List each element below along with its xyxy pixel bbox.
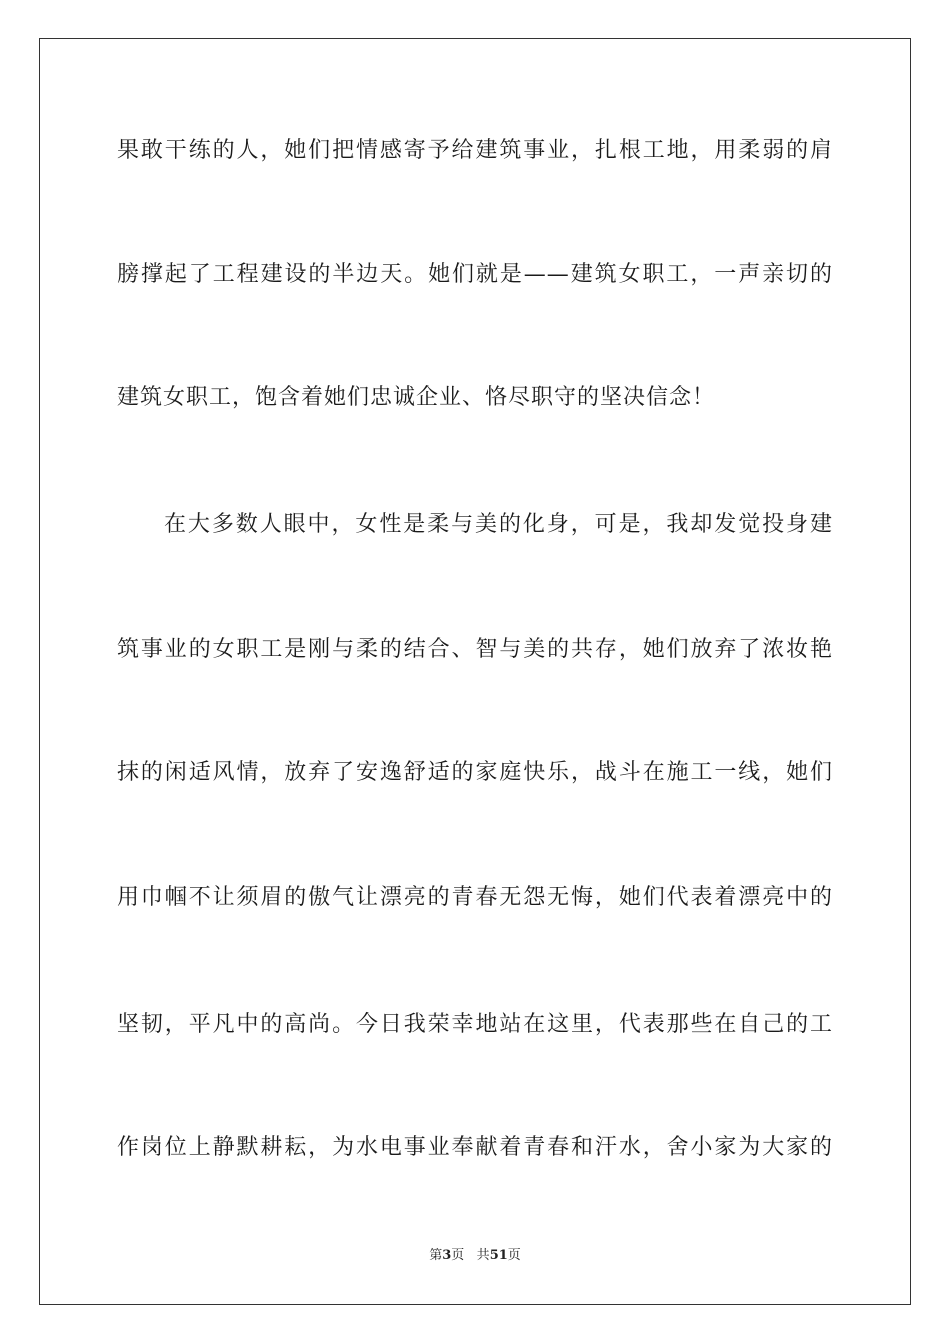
body-line-4-paragraph-start: 在大多数人眼中，女性是柔与美的化身，可是，我却发觉投身建	[164, 512, 833, 537]
page-number: 3	[442, 1248, 452, 1263]
body-line-6: 抹的闲适风情，放弃了安逸舒适的家庭快乐，战斗在施工一线，她们	[117, 760, 833, 785]
body-line-9: 作岗位上静默耕耘，为水电事业奉献着青春和汗水，舍小家为大家的	[117, 1135, 833, 1160]
total-prefix: 共	[476, 1248, 490, 1263]
page-suffix: 页	[451, 1248, 465, 1263]
page-footer	[0, 1247, 950, 1265]
body-line-5: 筑事业的女职工是刚与柔的结合、智与美的共存，她们放弃了浓妆艳	[117, 637, 833, 662]
body-line-3: 建筑女职工，饱含着她们忠诚企业、恪尽职守的坚决信念！	[117, 385, 716, 410]
body-line-7: 用巾帼不让须眉的傲气让漂亮的青春无怨无悔，她们代表着漂亮中的	[117, 885, 833, 910]
body-line-2: 膀撑起了工程建设的半边天。她们就是——建筑女职工，一声亲切的	[117, 262, 833, 287]
page-border	[39, 38, 911, 1305]
body-line-1: 果敢干练的人，她们把情感寄予给建筑事业，扎根工地，用柔弱的肩	[117, 138, 833, 163]
page-prefix: 第	[429, 1248, 443, 1263]
total-pages: 51	[489, 1248, 508, 1263]
body-line-8: 坚韧，平凡中的高尚。今日我荣幸地站在这里，代表那些在自己的工	[117, 1012, 833, 1037]
total-suffix: 页	[507, 1248, 521, 1263]
